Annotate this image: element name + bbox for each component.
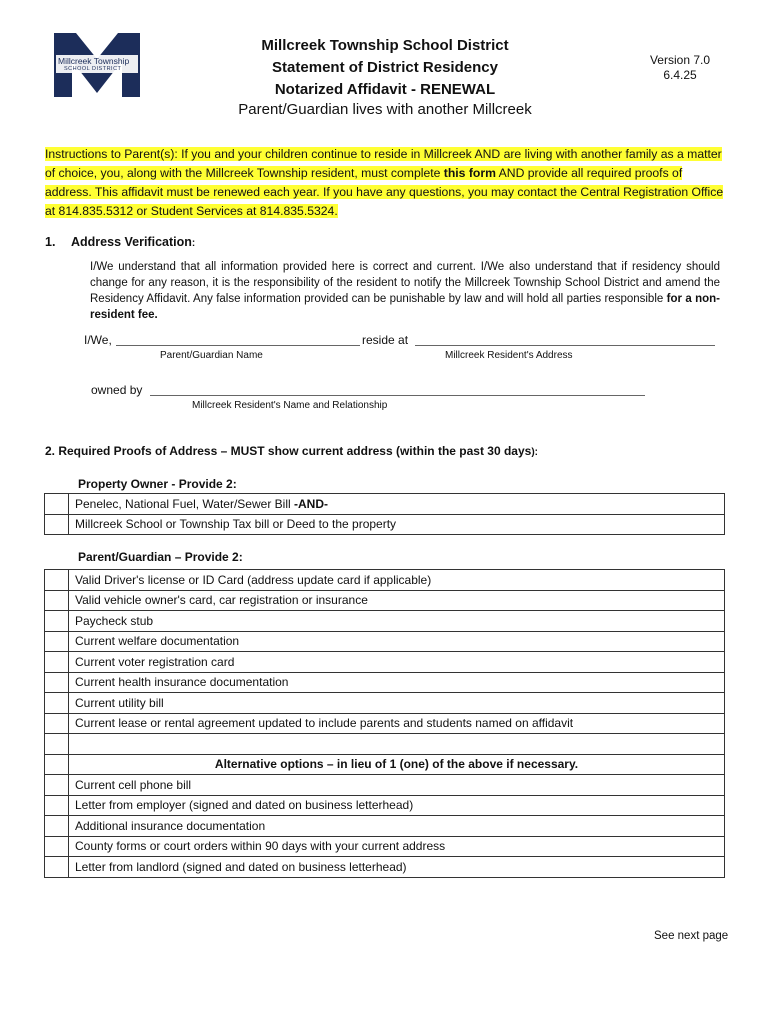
section2-title: 2. Required Proofs of Address – MUST show current address (within the past 30 days):	[45, 444, 538, 458]
address-caption: Millcreek Resident's Address	[445, 350, 573, 361]
table-row	[45, 775, 725, 796]
section1-title: Address Verification:	[71, 235, 196, 249]
proof-item: Paycheck stub	[69, 611, 725, 632]
proof-item: County forms or court orders within 90 days with your current address	[69, 836, 725, 857]
proof-item: Valid Driver's license or ID Card (address update card if applicable)	[69, 570, 725, 591]
table-row	[45, 857, 725, 878]
empty-row	[69, 734, 725, 755]
proof-item: Letter from employer (signed and dated on business letterhead)	[69, 795, 725, 816]
version-label: Version 7.0	[649, 53, 711, 67]
table-row	[45, 816, 725, 837]
form-subtitle-renewal: Notarized Affidavit - RENEWAL	[274, 81, 496, 98]
checkbox-cell[interactable]	[45, 857, 69, 878]
parent-guardian-table	[44, 569, 725, 878]
instructions-part1: Instructions to Parent(s): If you and your children continue to reside in Millcreek AND are living with another family as a matter of choice, you, along with the Millcreek Township resident, must complete	[45, 147, 722, 180]
version-date: 6.4.25	[663, 68, 697, 82]
proof-item: Penelec, National Fuel, Water/Sewer Bill -AND-	[69, 494, 725, 515]
logo-text-line1: Millcreek Township	[58, 56, 130, 66]
property-owner-heading: Property Owner - Provide 2:	[78, 477, 237, 491]
checkbox-cell[interactable]	[45, 672, 69, 693]
form-title: Statement of District Residency	[272, 59, 498, 76]
checkbox-cell[interactable]	[45, 693, 69, 714]
checkbox-cell[interactable]	[45, 570, 69, 591]
checkbox-cell[interactable]	[45, 652, 69, 673]
checkbox-cell[interactable]	[45, 514, 69, 535]
checkbox-cell[interactable]	[45, 734, 69, 755]
checkbox-cell[interactable]	[45, 836, 69, 857]
table-row	[45, 713, 725, 734]
checkbox-cell[interactable]	[45, 590, 69, 611]
table-row	[45, 514, 725, 535]
instructions	[45, 145, 725, 221]
proof-item: Current cell phone bill	[69, 775, 725, 796]
district-logo	[54, 33, 140, 97]
checkbox-cell[interactable]	[45, 795, 69, 816]
proof-item: Current utility bill	[69, 693, 725, 714]
checkbox-cell	[45, 754, 69, 775]
form-subtitle: Parent/Guardian lives with another Millcreek	[238, 101, 532, 118]
table-row	[45, 672, 725, 693]
table-row	[45, 570, 725, 591]
property-owner-table	[44, 493, 725, 535]
resident-address-field[interactable]	[415, 345, 715, 346]
table-row	[45, 494, 725, 515]
proof-item: Valid vehicle owner's card, car registration or insurance	[69, 590, 725, 611]
proof-item: Current health insurance documentation	[69, 672, 725, 693]
proof-item: Current voter registration card	[69, 652, 725, 673]
see-next-page: See next page	[654, 930, 729, 942]
proof-item: Additional insurance documentation	[69, 816, 725, 837]
checkbox-cell[interactable]	[45, 775, 69, 796]
section1-number: 1.	[45, 235, 56, 249]
parent-name-caption: Parent/Guardian Name	[160, 350, 263, 361]
alternative-options-heading: Alternative options – in lieu of 1 (one) of the above if necessary.	[69, 754, 725, 775]
instructions-bold: this form	[443, 166, 496, 180]
checkbox-cell[interactable]	[45, 631, 69, 652]
checkbox-cell[interactable]	[45, 816, 69, 837]
table-row	[45, 795, 725, 816]
parent-guardian-heading: Parent/Guardian – Provide 2:	[78, 550, 243, 564]
checkbox-cell[interactable]	[45, 611, 69, 632]
table-row	[45, 652, 725, 673]
proof-item: Millcreek School or Township Tax bill or Deed to the property	[69, 514, 725, 535]
proof-item: Current welfare documentation	[69, 631, 725, 652]
resident-name-caption: Millcreek Resident's Name and Relationship	[192, 400, 388, 411]
table-row	[45, 611, 725, 632]
table-row	[45, 590, 725, 611]
checkbox-cell[interactable]	[45, 713, 69, 734]
table-row	[45, 631, 725, 652]
checkbox-cell[interactable]	[45, 494, 69, 515]
logo-text-line2: SCHOOL DISTRICT	[64, 66, 122, 72]
proof-item: Current lease or rental agreement updated to include parents and students named on affidavit	[69, 713, 725, 734]
reside-at-label: reside at	[362, 333, 409, 347]
proof-item: Letter from landlord (signed and dated on business letterhead)	[69, 857, 725, 878]
district-title: Millcreek Township School District	[261, 37, 509, 54]
section1-paragraph: I/We understand that all information provided here is correct and current. I/We also understand that if residency should change for any reason, it is the responsibility of the resident to notify the Millcreek Township School District and amend the Residency Affidavit. Any false information provided can be punishable by law and will hold all parties responsible for a non-resident fee.	[90, 261, 720, 321]
instructions-part2: AND provide all required proofs of address. This affidavit must be renewed each year. If you have any questions, you may contact the Central Registration Office at 814.835.5312 or Student Services at 814.835.5324.	[45, 166, 724, 218]
table-row	[45, 754, 725, 775]
resident-name-field[interactable]	[150, 395, 645, 396]
owned-by-label: owned by	[91, 383, 143, 397]
table-row	[45, 734, 725, 755]
table-row	[45, 693, 725, 714]
parent-name-field[interactable]	[116, 345, 360, 346]
iwe-label: I/We,	[84, 333, 112, 347]
table-row	[45, 836, 725, 857]
